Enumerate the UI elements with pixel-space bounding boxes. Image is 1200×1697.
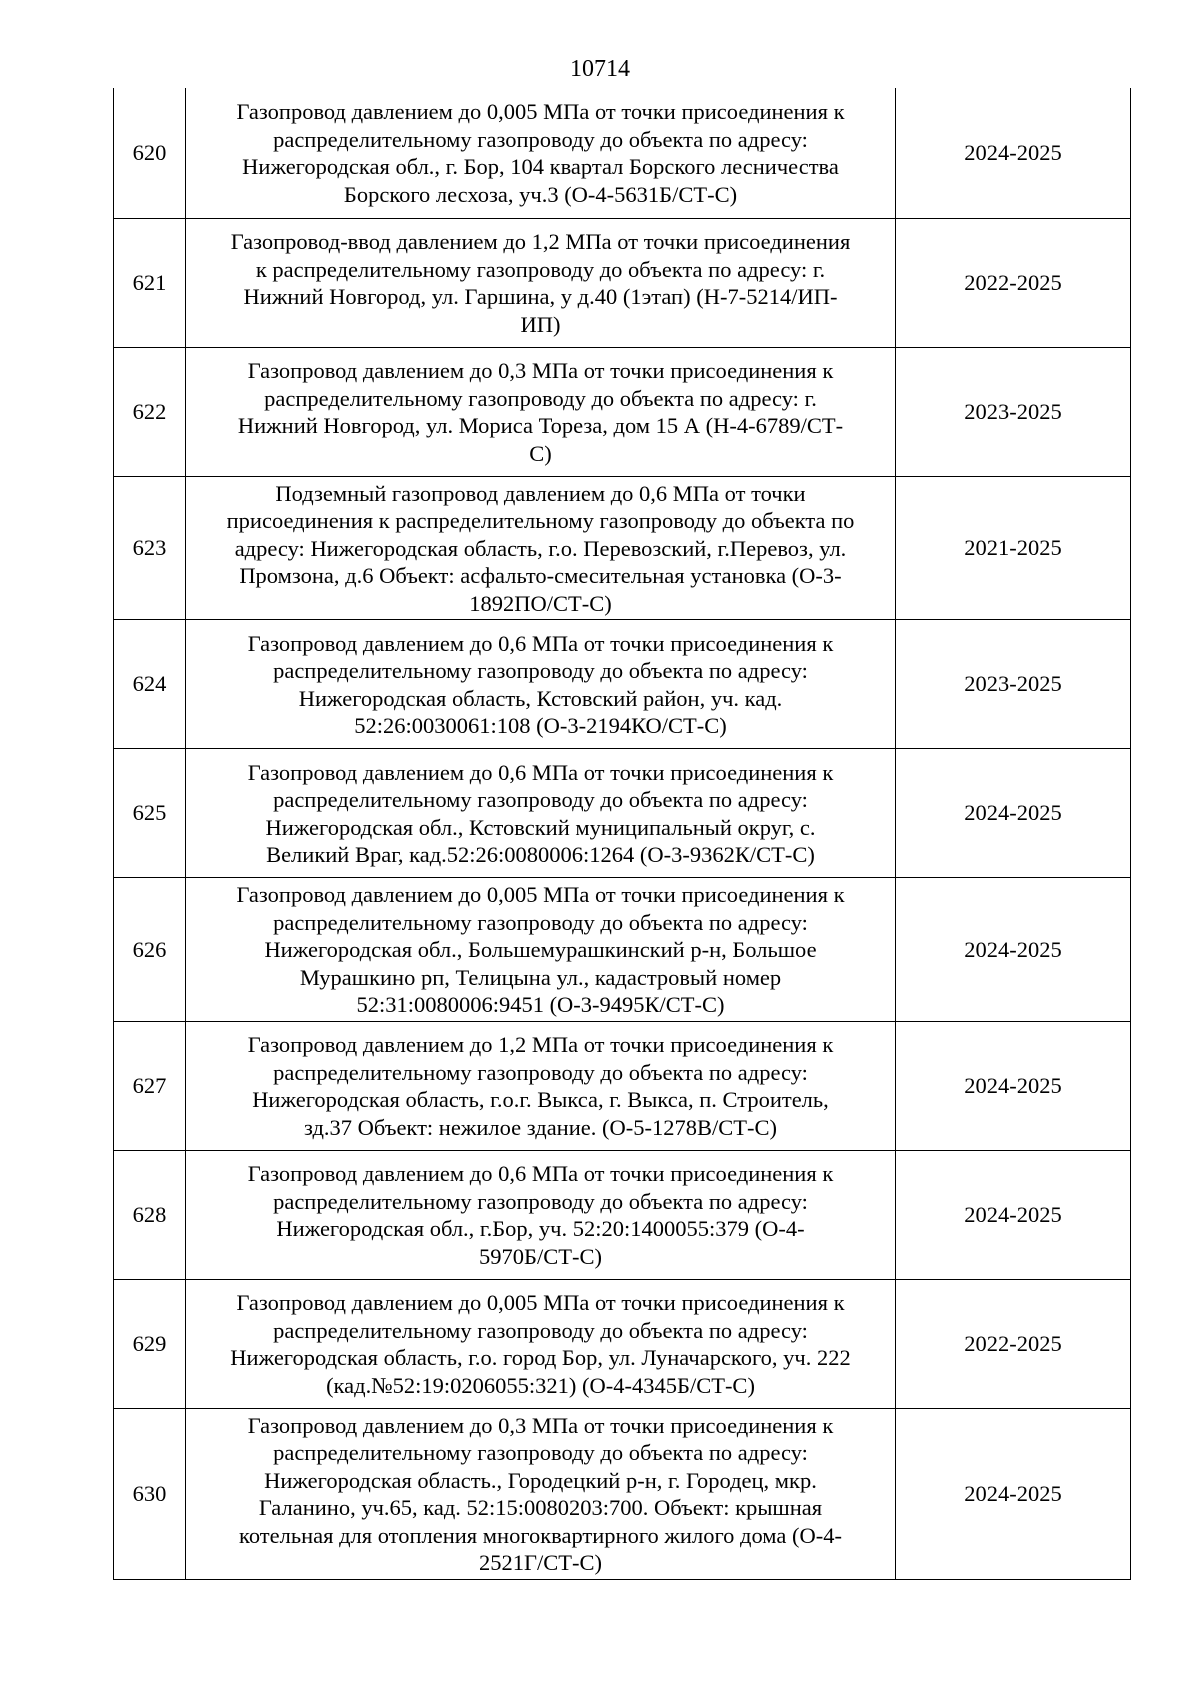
row-number: 629 xyxy=(114,1279,186,1408)
row-number: 624 xyxy=(114,620,186,749)
description-line: распределительному газопроводу до объекта по адресу: xyxy=(273,787,808,812)
table-row xyxy=(114,1150,1131,1279)
table-row xyxy=(114,476,1131,620)
row-number: 628 xyxy=(114,1150,186,1279)
description-line: ИП) xyxy=(520,311,561,337)
table-row xyxy=(114,749,1131,878)
description-line: Газопровод давлением до 0,6 МПа от точки присоединения к xyxy=(247,1161,834,1186)
row-period: 2024-2025 xyxy=(896,749,1131,878)
row-description xyxy=(186,878,896,1022)
description-line: Газопровод давлением до 0,005 МПа от точки присоединения к xyxy=(236,99,845,125)
description-line: к распределительному газопроводу до объекта по адресу: г. xyxy=(255,256,826,282)
row-description xyxy=(186,347,896,476)
description-line: Подземный газопровод давлением до 0,6 МПа от точки xyxy=(275,480,806,506)
description-line: Газопровод давлением до 0,6 МПа от точки присоединения к xyxy=(247,630,834,656)
description-line: Нижний Новгород, ул. Мориса Тореза, дом 15 А (Н-4-6789/СТ- xyxy=(237,413,844,438)
description-line: 1892ПО/СТ-С) xyxy=(469,590,612,616)
description-line: Великий Враг, кад.52:26:0080006:1264 (О-3-9362К/СТ-С) xyxy=(266,842,815,867)
table-row xyxy=(114,1408,1131,1579)
description-line: С) xyxy=(529,440,552,466)
description-line: Нижегородская область, г.о.г. Выкса, г. Выкса, п. Строитель, xyxy=(252,1087,829,1112)
description-line: Газопровод давлением до 0,3 МПа от точки присоединения к xyxy=(247,358,834,383)
row-description xyxy=(186,1150,896,1279)
description-line: Нижний Новгород, ул. Гаршина, у д.40 (1этап) (Н-7-5214/ИП- xyxy=(243,284,838,309)
row-period: 2024-2025 xyxy=(896,878,1131,1022)
description-line: (кад.№52:19:0206055:321) (О-4-4345Б/СТ-С) xyxy=(326,1372,755,1398)
table-row xyxy=(114,620,1131,749)
row-period: 2022-2025 xyxy=(896,1279,1131,1408)
description-line: Нижегородская область, Кстовский район, уч. кад. xyxy=(298,685,783,711)
description-line: Промзона, д.6 Объект: асфальто-смесительная установка (О-3- xyxy=(239,563,842,588)
table-row xyxy=(114,218,1131,347)
description-line: присоединения к распределительному газопроводу до объекта по xyxy=(226,508,855,533)
description-line: 52:26:0030061:108 (О-3-2194КО/СТ-С) xyxy=(354,713,727,738)
row-period: 2021-2025 xyxy=(896,476,1131,620)
description-line: Газопровод-ввод давлением до 1,2 МПа от точки присоединения xyxy=(230,229,851,254)
row-description xyxy=(186,1021,896,1150)
description-line: 5970Б/СТ-С) xyxy=(479,1243,602,1269)
description-line: Газопровод давлением до 0,3 МПа от точки присоединения к xyxy=(247,1412,834,1438)
row-number: 620 xyxy=(114,88,186,218)
description-line: Нижегородская обл., г. Бор, 104 квартал Борского лесничества xyxy=(242,154,839,180)
description-line: адресу: Нижегородская область, г.о. Перевозский, г.Перевоз, ул. xyxy=(234,535,847,561)
row-number: 623 xyxy=(114,476,186,620)
description-line: распределительному газопроводу до объекта по адресу: xyxy=(273,1188,808,1214)
description-line: Нижегородская область., Городецкий р-н, г. Городец, мкр. xyxy=(264,1467,817,1493)
description-line: Нижегородская обл., г.Бор, уч. 52:20:1400055:379 (О-4- xyxy=(276,1216,805,1241)
table-row xyxy=(114,88,1131,218)
row-number: 622 xyxy=(114,347,186,476)
table-row xyxy=(114,878,1131,1022)
row-description xyxy=(186,88,896,218)
description-line: Нижегородская обл., Большемурашкинский р-н, Большое xyxy=(264,937,817,962)
row-description xyxy=(186,476,896,620)
row-period: 2023-2025 xyxy=(896,620,1131,749)
description-line: распределительному газопроводу до объекта по адресу: xyxy=(273,126,808,152)
page-number: 10714 xyxy=(570,56,630,82)
row-period: 2024-2025 xyxy=(896,88,1131,218)
table-row xyxy=(114,347,1131,476)
description-line: Газопровод давлением до 0,005 МПа от точки присоединения к xyxy=(236,882,845,907)
row-number: 626 xyxy=(114,878,186,1022)
table-body xyxy=(114,88,1131,1579)
row-period: 2024-2025 xyxy=(896,1408,1131,1579)
description-line: Борского лесхоза, уч.3 (О-4-5631Б/СТ-С) xyxy=(343,181,738,207)
description-line: Газопровод давлением до 0,6 МПа от точки присоединения к xyxy=(247,759,834,785)
description-line: распределительному газопроводу до объекта по адресу: xyxy=(273,1440,808,1465)
table-row xyxy=(114,1021,1131,1150)
description-line: распределительному газопроводу до объекта по адресу: xyxy=(273,658,808,683)
table-row xyxy=(114,1279,1131,1408)
description-line: Газопровод давлением до 1,2 МПа от точки присоединения к xyxy=(247,1032,834,1057)
description-line: Галанино, уч.65, кад. 52:15:0080203:700. Объект: крышная xyxy=(258,1495,823,1520)
description-line: 2521Г/СТ-С) xyxy=(478,1550,602,1575)
description-line: распределительному газопроводу до объекта по адресу: г. xyxy=(264,385,817,411)
pipeline-table xyxy=(113,88,1131,1580)
row-description xyxy=(186,218,896,347)
description-line: Нижегородская обл., Кстовский муниципальный округ, с. xyxy=(265,814,816,840)
row-description xyxy=(186,1279,896,1408)
row-description xyxy=(186,1408,896,1579)
description-line: Газопровод давлением до 0,005 МПа от точки присоединения к xyxy=(236,1290,845,1315)
description-line: распределительному газопроводу до объекта по адресу: xyxy=(273,1059,808,1085)
row-period: 2022-2025 xyxy=(896,218,1131,347)
description-line: Нижегородская область, г.о. город Бор, ул. Луначарского, уч. 222 xyxy=(230,1345,851,1370)
row-period: 2024-2025 xyxy=(896,1150,1131,1279)
row-period: 2023-2025 xyxy=(896,347,1131,476)
description-line: котельная для отопления многоквартирного жилого дома (О-4- xyxy=(239,1522,842,1548)
row-number: 621 xyxy=(114,218,186,347)
description-line: 52:31:0080006:9451 (О-3-9495К/СТ-С) xyxy=(356,992,725,1017)
row-period: 2024-2025 xyxy=(896,1021,1131,1150)
row-description xyxy=(186,749,896,878)
row-number: 627 xyxy=(114,1021,186,1150)
description-line: распределительному газопроводу до объекта по адресу: xyxy=(273,909,808,935)
row-number: 630 xyxy=(114,1408,186,1579)
row-number: 625 xyxy=(114,749,186,878)
description-line: зд.37 Объект: нежилое здание. (О-5-1278В/СТ-С) xyxy=(304,1114,777,1140)
row-description xyxy=(186,620,896,749)
description-line: распределительному газопроводу до объекта по адресу: xyxy=(273,1317,808,1343)
description-line: Мурашкино рп, Телицына ул., кадастровый номер xyxy=(299,964,782,990)
